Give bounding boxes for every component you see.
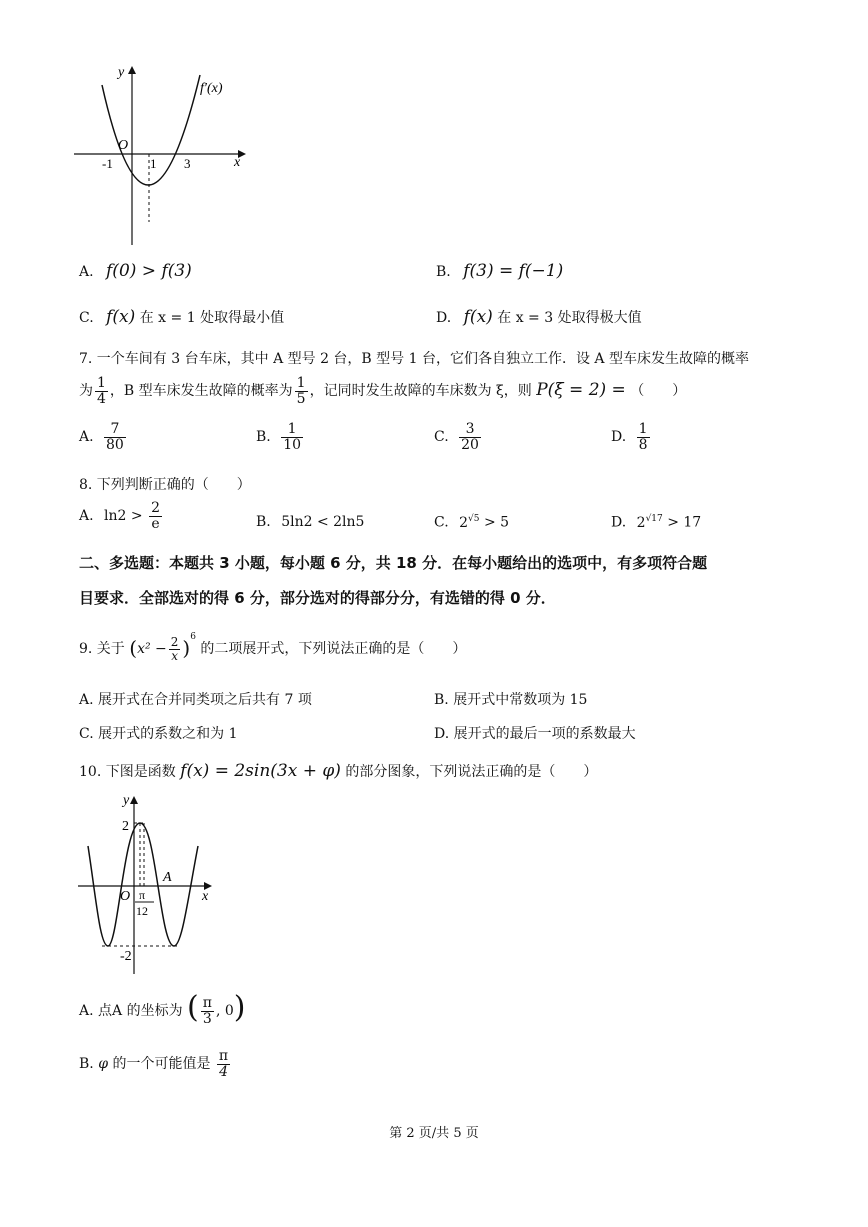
q7-a-letter: A. xyxy=(79,429,94,446)
q10-stem xyxy=(79,761,597,781)
q9-pre: 9. 关于 xyxy=(79,641,125,657)
q10-pre: 10. 下图是函数 xyxy=(79,764,176,780)
q8-d-post: > 17 xyxy=(662,514,702,531)
q7-b-num: 1 xyxy=(281,422,303,438)
q6-d-expr: f(x) xyxy=(463,307,493,327)
q9-exp: 6 xyxy=(190,632,196,642)
q10-option-b xyxy=(79,1049,232,1079)
q7-expr: P(ξ = 2) = xyxy=(536,380,626,401)
q8-d-exp: √17 xyxy=(645,514,663,524)
q8-c-post: > 5 xyxy=(479,514,510,531)
q7-c-fraction xyxy=(459,422,481,452)
q9-option-a: A. 展开式在合并同类项之后共有 7 项 xyxy=(79,692,312,708)
q9-option-c: C. 展开式的系数之和为 1 xyxy=(79,726,238,742)
q10-b-den: 4 xyxy=(219,1063,228,1080)
q7-f1-den: 4 xyxy=(97,390,106,407)
q9-f-num: 2 xyxy=(170,634,179,649)
q10-a-num: π xyxy=(202,994,212,1011)
q7-c-letter: C. xyxy=(434,429,449,446)
q8-a-den: e xyxy=(151,515,160,532)
q6-c-text: 在 x = 1 处取得最小值 xyxy=(139,310,285,326)
q10-a-open-paren: ( xyxy=(187,990,199,1025)
q7-line1: 7. 一个车间有 3 台车床，其中 A 型号 2 台，B 型号 1 台，它们各自独立工作．设 A 型车床发生故障的概率 xyxy=(79,351,749,367)
q7-d-den: 8 xyxy=(638,436,648,453)
q10-a-den: 3 xyxy=(202,1010,212,1027)
q6-option-d xyxy=(436,307,642,327)
q9-x2: x² − xyxy=(137,641,167,657)
q6-c-letter: C. xyxy=(79,310,94,326)
graph1-tick-m1: -1 xyxy=(102,156,113,171)
q7-pre: 为 xyxy=(79,383,93,400)
q7-d-num: 1 xyxy=(638,421,648,437)
q10-option-a xyxy=(79,990,245,1026)
graph2-point-a: A xyxy=(163,870,172,885)
q6-option-c xyxy=(79,307,284,327)
graph2-pi: π xyxy=(139,888,146,902)
q6-b-letter: B. xyxy=(436,264,451,280)
q6-a-expr: f(0) > f(3) xyxy=(106,261,192,281)
graph2-origin: O xyxy=(120,889,131,904)
q8-d-base: 2 xyxy=(636,514,646,531)
q7-b-fraction xyxy=(281,422,303,452)
q9-f-den: x xyxy=(171,648,178,663)
q7-d-fraction xyxy=(637,422,650,452)
q8-b-expr: 5ln2 < 2ln5 xyxy=(281,514,365,530)
q6-c-expr: f(x) xyxy=(106,307,136,327)
q6-option-a xyxy=(79,261,192,281)
q9-close-paren: ) xyxy=(182,636,191,660)
section2-line1: 二、多选题：本题共 3 小题，每小题 6 分，共 18 分．在每小题给出的选项中，有多项符合题 xyxy=(79,554,708,572)
graph2-ymax: 2 xyxy=(122,819,129,834)
q6-d-letter: D. xyxy=(436,310,452,326)
q7-c-den: 20 xyxy=(461,436,479,453)
q7-b-den: 10 xyxy=(283,436,302,453)
q10-post: 的部分图象，下列说法正确的是（ ） xyxy=(345,764,598,780)
q9-stem xyxy=(79,632,466,662)
q7-c-num: 3 xyxy=(459,422,481,438)
graph1-tick-3: 3 xyxy=(184,156,191,171)
q8-option-c xyxy=(434,514,509,531)
q10-a-close-paren: ) xyxy=(233,990,246,1025)
q10-b-fraction xyxy=(217,1049,230,1079)
q7-f2-num: 1 xyxy=(296,375,306,391)
q10-a-text: A. 点A 的坐标为 xyxy=(79,1003,183,1019)
graph1-tick-1: 1 xyxy=(150,156,157,171)
q7-fraction-2 xyxy=(295,376,308,406)
q7-post: ，记同时发生故障的车床数为 ξ，则 xyxy=(309,383,532,400)
page-footer: 第 2 页/共 5 页 xyxy=(389,1126,479,1141)
q10-expr: f(x) = 2sin(3x + φ) xyxy=(180,761,341,781)
q8-stem: 8. 下列判断正确的（ ） xyxy=(79,477,251,493)
q7-a-num: 7 xyxy=(104,422,126,438)
q8-option-b xyxy=(256,514,364,530)
q8-a-letter: A. xyxy=(79,508,94,525)
q7-a-fraction xyxy=(104,422,126,452)
q8-option-a xyxy=(79,501,164,531)
q8-b-letter: B. xyxy=(256,514,271,530)
q8-a-fraction xyxy=(149,501,162,531)
q10-b-pre: B. xyxy=(79,1056,99,1073)
q7-b-letter: B. xyxy=(256,429,271,446)
q7-fraction-1 xyxy=(95,376,108,406)
q7-d-letter: D. xyxy=(611,429,627,446)
q7-option-b xyxy=(256,422,305,452)
sine-graph xyxy=(74,788,224,978)
q8-d-letter: D. xyxy=(611,514,627,531)
q9-option-b: B. 展开式中常数项为 15 xyxy=(434,692,588,708)
q6-a-letter: A. xyxy=(79,264,94,280)
q6-d-text: 在 x = 3 处取得极大值 xyxy=(497,310,642,326)
q8-c-base: 2 xyxy=(459,514,469,531)
graph1-origin: O xyxy=(118,138,129,153)
q7-option-c xyxy=(434,422,483,452)
q8-a-num: 2 xyxy=(151,500,160,516)
q6-option-b xyxy=(436,261,563,281)
derivative-graph xyxy=(74,60,254,255)
q10-a-fraction xyxy=(201,996,214,1026)
q10-a-tail: , 0 xyxy=(215,1003,234,1019)
q7-a-den: 80 xyxy=(106,436,124,453)
q7-f2-den: 5 xyxy=(296,390,306,407)
q8-c-exp: √5 xyxy=(468,514,480,524)
graph2-xlabel: x xyxy=(202,889,209,904)
q10-b-text: 的一个可能值是 xyxy=(108,1056,211,1073)
q8-c-letter: C. xyxy=(434,514,449,531)
q7-option-a xyxy=(79,422,128,452)
q7-paren: （ ） xyxy=(630,383,687,400)
q7-f1-num: 1 xyxy=(97,375,106,391)
q10-b-num: π xyxy=(218,1048,229,1064)
q7-line2 xyxy=(79,376,686,406)
graph1-curve-label: f′(x) xyxy=(200,81,223,96)
q6-b-expr: f(3) = f(−1) xyxy=(463,261,564,281)
graph2-twelve: 12 xyxy=(136,904,148,918)
q7-option-d xyxy=(611,422,652,452)
q9-fraction xyxy=(169,636,181,662)
q9-option-d: D. 展开式的最后一项的系数最大 xyxy=(434,726,636,742)
graph2-ymin: -2 xyxy=(120,949,132,964)
q7-mid: ，B 型车床发生故障的概率为 xyxy=(109,383,293,400)
q9-post: 的二项展开式，下列说法正确的是（ ） xyxy=(200,641,467,657)
graph1-xlabel: x xyxy=(234,155,241,170)
graph2-ylabel: y xyxy=(123,793,130,808)
graph1-ylabel: y xyxy=(118,65,125,80)
q10-b-phi: φ xyxy=(98,1056,109,1073)
section2-line2: 目要求．全部选对的得 6 分，部分选对的得部分分，有选错的得 0 分． xyxy=(79,589,556,607)
q8-option-d xyxy=(611,514,701,531)
q9-open-paren: ( xyxy=(129,636,138,660)
q8-a-pre: ln2 > xyxy=(104,508,143,525)
